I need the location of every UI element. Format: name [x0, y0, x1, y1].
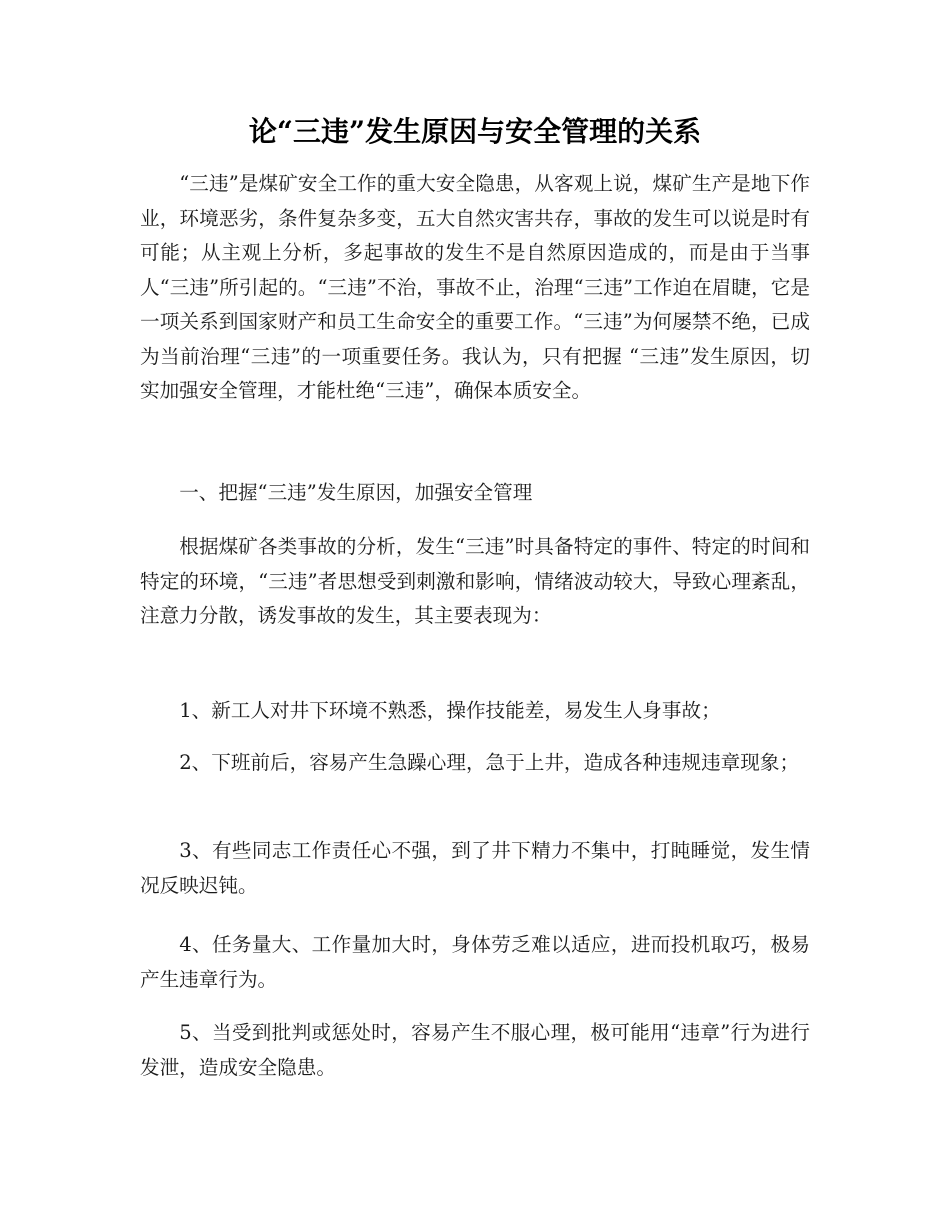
list-item-5: 5、当受到批判或惩处时，容易产生不服心理，极可能用“违章”行为进行发泄，造成安全隐患。: [140, 1021, 810, 1079]
section-heading-1: 一、把握“三违”发生原因，加强安全管理: [179, 481, 533, 504]
paragraph-intro: “三违”是煤矿安全工作的重大安全隐患，从客观上说，煤矿生产是地下作业，环境恶劣，条件复杂多变，五大自然灾害共存，事故的发生可以说是时有可能；从主观上分析，多起事故的发生不是自然原因造成的，而是由于当事人“三违”所引起的。“三违”不治，事故不止，治理“三违”工作迫在眉睫，它是一项关系到国家财产和员工生命安全的重要工作。“三违”为何屡禁不绝，已成为当前治理“三违”的一项重要任务。我认为，只有把握 “三违”发生原因，切实加强安全管理，才能杜绝“三违”，确保本质安全。: [140, 172, 810, 402]
paragraph-analysis: 根据煤矿各类事故的分析，发生“三违”时具备特定的事件、特定的时间和特定的环境，“三违”者思想受到刺激和影响，情绪波动较大，导致心理紊乱，注意力分散，诱发事故的发生，其主要表现为：: [140, 535, 810, 627]
list-item-1: 1、新工人对井下环境不熟悉，操作技能差，易发生人身事故；: [179, 699, 721, 722]
list-item-2: 2、下班前后，容易产生急躁心理，急于上井，造成各种违规违章现象；: [179, 751, 800, 774]
list-item-3: 3、有些同志工作责任心不强，到了井下精力不集中，打盹睡觉，发生情况反映迟钝。: [140, 839, 810, 897]
document-title: 论“三违”发生原因与安全管理的关系: [248, 115, 702, 148]
list-item-4: 4、任务量大、工作量加大时，身体劳乏难以适应，进而投机取巧，极易产生违章行为。: [140, 933, 810, 991]
